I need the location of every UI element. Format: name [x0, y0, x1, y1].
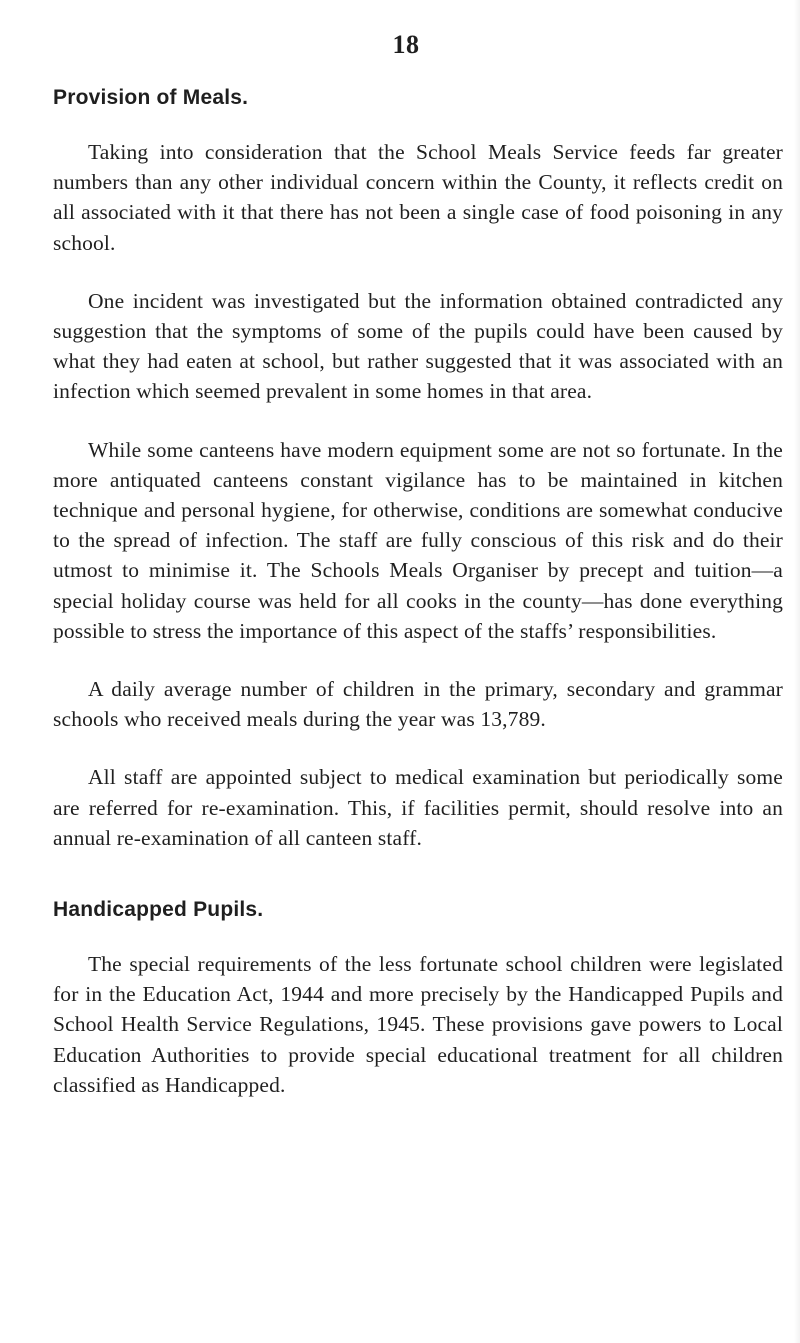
- section-handicapped-pupils: [53, 898, 783, 1100]
- section-provision-of-meals: [53, 86, 783, 853]
- section-heading: Handicapped Pupils.: [53, 898, 264, 922]
- page-edge-shadow: [794, 0, 800, 1343]
- paragraph: While some canteens have modern equipment some are not so fortunate. In the more antiquated canteens constant vigilance has to be maintained in kitchen technique and personal hygiene, for otherwise, conditions are somewhat conducive to the spread of infection. The staff are fully conscious of this risk and do their utmost to minimise it. The Schools Meals Organiser by precept and tuition—a special holiday course was held for all cooks in the county—has done everything possible to stress the importance of this aspect of the staffs’ responsibilities.: [53, 437, 783, 643]
- paragraph: All staff are appointed subject to medical examination but periodically some are referred for re-examination. This, if facilities permit, should resolve into an annual re-examination of all canteen staff.: [53, 765, 783, 850]
- paragraph: One incident was investigated but the information obtained contradicted any suggestion that the symptoms of some of the pupils could have been caused by what they had eaten at school, but rather suggested that it was associated with an infection which seemed prevalent in some homes in that area.: [53, 288, 783, 404]
- page-number: 18: [392, 30, 420, 59]
- section-heading: Provision of Meals.: [53, 86, 249, 109]
- paragraph: Taking into consideration that the School Meals Service feeds far greater numbers than any other individual concern within the County, it reflects credit on all associated with it that there has not been a single case of food poisoning in any school.: [53, 140, 783, 255]
- paragraph: A daily average number of children in the primary, secondary and grammar schools who received meals during the year was 13,789.: [53, 677, 783, 732]
- page-content: [53, 86, 783, 1100]
- paragraph: The special requirements of the less fortunate school children were legislated for in the Education Act, 1944 and more precisely by the Handicapped Pupils and School Health Service Regulations, 1945. These provisions gave powers to Local Education Authorities to provide special educational treatment for all children classified as Handicapped.: [53, 952, 783, 1097]
